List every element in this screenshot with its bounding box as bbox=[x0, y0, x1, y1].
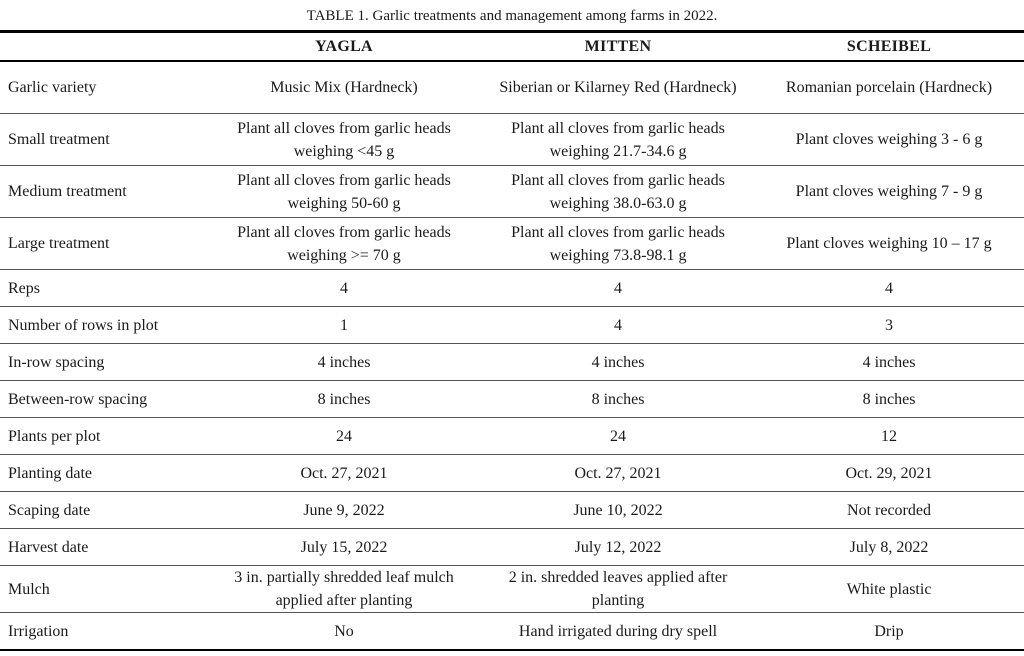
row-label: In-row spacing bbox=[8, 353, 105, 371]
column-header-mitten: MITTEN bbox=[584, 37, 652, 55]
table-cell: Plant all cloves from garlic heads weighing 50-60 g bbox=[237, 171, 451, 212]
table-row bbox=[0, 529, 1024, 566]
row-label: Small treatment bbox=[8, 131, 110, 148]
table-row bbox=[0, 381, 1024, 418]
table-cell: Not recorded bbox=[847, 501, 931, 519]
row-label: Between-row spacing bbox=[8, 390, 148, 408]
table-cell: 3 bbox=[885, 316, 893, 334]
table-cell: June 9, 2022 bbox=[303, 501, 385, 519]
row-label: Planting date bbox=[8, 464, 92, 482]
table-row bbox=[0, 613, 1024, 651]
table-row bbox=[0, 270, 1024, 307]
table-cell: 4 bbox=[614, 316, 622, 334]
table-row bbox=[0, 218, 1024, 270]
table-cell: 8 inches bbox=[591, 390, 645, 408]
table-cell: 4 inches bbox=[862, 353, 916, 371]
row-label: Medium treatment bbox=[8, 183, 127, 200]
table-cell: Plant all cloves from garlic heads weighing <45 g bbox=[237, 119, 451, 160]
column-header-scheibel: SCHEIBEL bbox=[846, 37, 932, 55]
table-row bbox=[0, 566, 1024, 613]
table-cell: White plastic bbox=[846, 580, 932, 598]
table-row bbox=[0, 344, 1024, 381]
header-row bbox=[0, 32, 1024, 62]
table-row bbox=[0, 492, 1024, 529]
row-label: Plants per plot bbox=[8, 427, 101, 445]
table-row bbox=[0, 418, 1024, 455]
table-cell: 4 inches bbox=[317, 353, 371, 371]
table-cell: Hand irrigated during dry spell bbox=[518, 622, 718, 640]
table-cell: Plant all cloves from garlic heads weighing 38.0-63.0 g bbox=[511, 171, 725, 212]
table-cell: 12 bbox=[881, 427, 897, 445]
garlic-treatments-table bbox=[0, 30, 1024, 651]
table-caption: TABLE 1. Garlic treatments and management among farms in 2022. bbox=[306, 8, 718, 24]
row-label: Large treatment bbox=[8, 235, 110, 252]
table-cell: Plant cloves weighing 10 – 17 g bbox=[786, 235, 992, 252]
table-cell: Plant cloves weighing 7 - 9 g bbox=[795, 183, 983, 200]
table-cell: 2 in. shredded leaves applied after planting bbox=[508, 569, 728, 609]
column-header-yagla: YAGLA bbox=[315, 37, 373, 55]
table-cell: July 12, 2022 bbox=[574, 538, 662, 556]
table-cell: Siberian or Kilarney Red (Hardneck) bbox=[499, 79, 737, 96]
table-cell: 1 bbox=[340, 316, 348, 334]
table-cell: Plant all cloves from garlic heads weighing 21.7-34.6 g bbox=[511, 119, 725, 160]
row-label: Number of rows in plot bbox=[8, 316, 159, 334]
table-row bbox=[0, 455, 1024, 492]
table-cell: 4 inches bbox=[591, 353, 645, 371]
table-cell: 8 inches bbox=[862, 390, 916, 408]
table-row bbox=[0, 307, 1024, 344]
table-row bbox=[0, 166, 1024, 218]
table-cell: June 10, 2022 bbox=[573, 501, 663, 519]
table-cell: July 15, 2022 bbox=[300, 538, 388, 556]
table-cell: 4 bbox=[340, 279, 348, 297]
table-cell: Plant all cloves from garlic heads weighing >= 70 g bbox=[237, 223, 451, 264]
row-label: Garlic variety bbox=[8, 79, 97, 96]
row-label: Mulch bbox=[8, 580, 50, 598]
table-cell: Plant cloves weighing 3 - 6 g bbox=[795, 131, 983, 148]
table-cell: July 8, 2022 bbox=[849, 538, 929, 556]
row-label: Harvest date bbox=[8, 538, 89, 556]
table-cell: Plant all cloves from garlic heads weighing 73.8-98.1 g bbox=[511, 223, 725, 264]
table-cell: 8 inches bbox=[317, 390, 371, 408]
table-cell: 24 bbox=[336, 427, 352, 445]
table-cell: Drip bbox=[874, 622, 904, 640]
table-cell: 3 in. partially shredded leaf mulch applied after planting bbox=[234, 569, 454, 609]
table-row bbox=[0, 61, 1024, 114]
table-cell: Oct. 27, 2021 bbox=[300, 464, 388, 482]
row-label: Reps bbox=[8, 279, 40, 297]
table-cell: Romanian porcelain (Hardneck) bbox=[785, 79, 993, 96]
column-header-blank bbox=[0, 32, 206, 62]
table-cell: No bbox=[334, 622, 354, 640]
table-cell: Music Mix (Hardneck) bbox=[270, 79, 418, 96]
table-row bbox=[0, 114, 1024, 166]
table-cell: 24 bbox=[610, 427, 626, 445]
table-cell: Oct. 29, 2021 bbox=[845, 464, 933, 482]
table-cell: 4 bbox=[885, 279, 893, 297]
row-label: Scaping date bbox=[8, 501, 91, 519]
table-cell: 4 bbox=[614, 279, 622, 297]
row-label: Irrigation bbox=[8, 622, 69, 640]
table-cell: Oct. 27, 2021 bbox=[574, 464, 662, 482]
